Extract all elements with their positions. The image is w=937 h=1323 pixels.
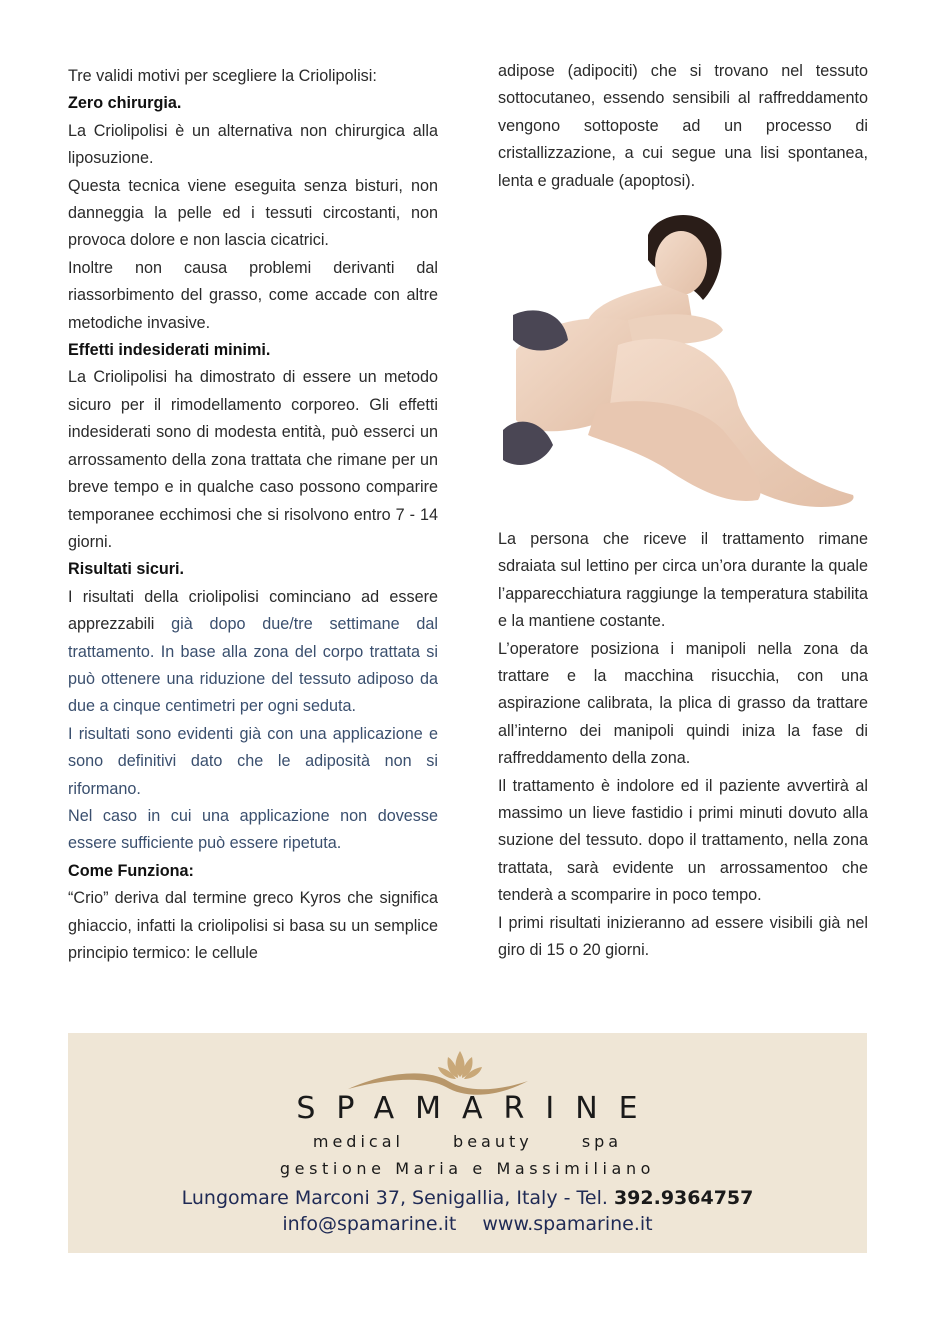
paragraph: La Criolipolisi è un alternativa non chirurgica alla liposuzione. [68,121,438,168]
address-text: Lungomare Marconi 37, Senigallia, Italy - Tel. [181,1187,608,1209]
intro-text: Tre validi motivi per scegliere la Criolipolisi: [68,67,377,85]
paragraph: “Crio” deriva dal termine greco Kyros che significa ghiaccio, infatti la criolipolisi si basa su un semplice principio termico: le cellule [68,889,438,962]
left-column [68,63,438,967]
email-link[interactable]: info@spamarine.it [282,1213,457,1235]
paragraph: La persona che riceve il trattamento rimane sdraiata sul lettino per circa un’ora durante la quale l’apparecchiatura raggiunge la temperatura stabilita e la mantiene costante. [498,530,868,631]
heading-results: Risultati sicuri. [68,560,185,579]
website-link[interactable]: www.spamarine.it [482,1213,653,1235]
paragraph-results-highlight: già dopo due/tre settimane dal trattamento. In base alla zona del corpo trattata si può ottenere una riduzione del tessuto adiposo da due a cinque centimetri per ogni seduta. [68,615,438,716]
paragraph: Inoltre non causa problemi derivanti dal riassorbimento del grasso, come accade con altre metodiche invasive. [68,258,438,332]
footer-banner [68,1033,867,1253]
woman-photo [498,205,868,525]
paragraph: Il trattamento è indolore ed il paziente avvertirà al massimo un lieve fastidio i primi minuti dovuto alla suzione del tessuto. dopo il trattamento, nella zona trattata, sarà evidente un arrossamentoo che tenderà a scomparire in poco tempo. [498,776,868,905]
address-line [68,1187,867,1209]
paragraph: La Criolipolisi ha dimostrato di essere un metodo sicuro per il rimodellamento corporeo. Gli effetti indesiderati sono di modesta entità, può esserci un arrossamento della zona trattata che rimane per un breve tempo e in qualche caso possono comparire temporanee ecchimosi che si risolvono entro 7 - 14 giorni. [68,368,438,551]
right-column-top [498,58,868,195]
phone-number: 392.9364757 [613,1187,754,1209]
paragraph-results-start: I risultati della criolipolisi cominciano ad essere apprezzabili [68,587,438,634]
paragraph-repeat [68,803,438,858]
brand-name: SPAMARINE [296,1091,659,1126]
right-column-bottom [498,526,868,965]
heading-side-effects: Effetti indesiderati minimi. [68,341,271,360]
paragraph: I primi risultati inizieranno ad essere visibili già nel giro di 15 o 20 giorni. [498,913,868,960]
brand-tagline: medical beauty spa [312,1132,623,1151]
paragraph-results [68,584,438,721]
paragraph-highlight: I risultati sono evidenti già con una applicazione e sono definitivi dato che le adiposità non si riformano. [68,724,438,798]
paragraph: Questa tecnica viene eseguita senza bisturi, non danneggia la pelle ed i tessuti circostanti, non provoca dolore e non lascia cicatrici. [68,176,438,250]
heading-zero-surgery: Zero chirurgia. [68,94,182,113]
paragraph: L’operatore posiziona i manipoli nella zona da trattare e la macchina risucchia, con una aspirazione calibrata, la plica di grasso da trattare all’interno dei manipoli quindi iniza la fase di raffreddamento della zona. [498,639,868,768]
paragraph-repeat-text: Nel caso in cui una applicazione non dovesse essere sufficiente può essere ripetuta. [68,806,438,853]
paragraph: adipose (adipociti) che si trovano nel tessuto sottocutaneo, essendo sensibili al raffreddamento vengono sottoposte ad un processo di cristallizzazione, a cui segue una lisi spontanea, lenta e graduale (apoptosi). [498,62,868,190]
heading-how-it-works: Come Funziona: [68,861,194,880]
management-line: gestione Maria e Massimiliano [279,1159,656,1178]
contacts-line [68,1213,867,1235]
